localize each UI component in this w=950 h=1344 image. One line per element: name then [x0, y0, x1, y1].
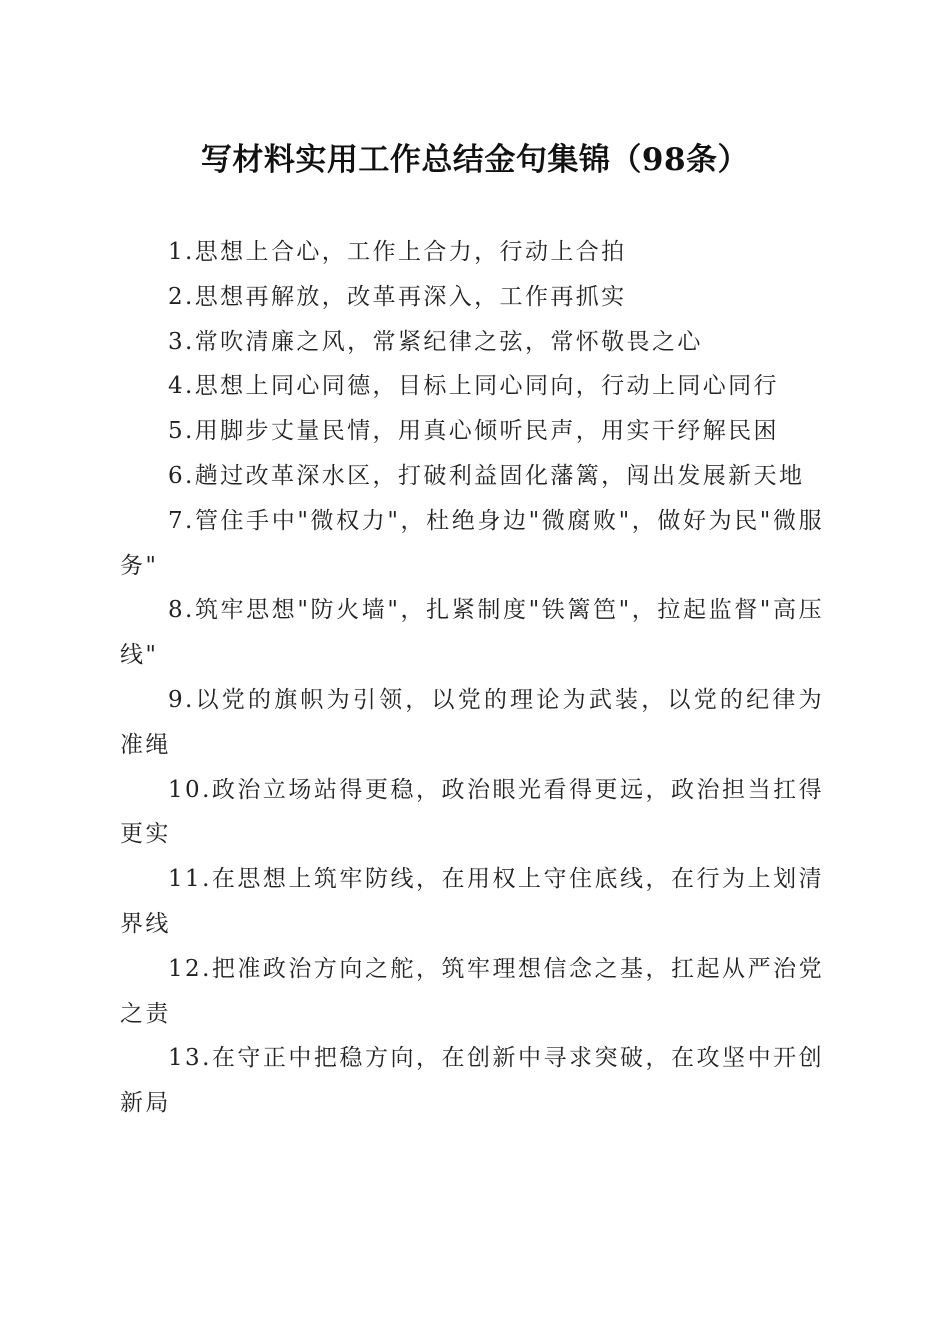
list-item: 11.在思想上筑牢防线，在用权上守住底线，在行为上划清界线	[120, 866, 824, 937]
list-item: 6.趟过改革深水区，打破利益固化藩篱，闯出发展新天地	[168, 462, 805, 489]
list-item: 2.思想再解放，改革再深入，工作再抓实	[168, 283, 627, 310]
list-item: 8.筑牢思想"防火墙"，扎紧制度"铁篱笆"，拉起监督"高压线"	[120, 597, 824, 669]
list-item: 1.思想上合心，工作上合力，行动上合拍	[168, 239, 627, 265]
list-item: 13.在守正中把稳方向，在创新中寻求突破，在攻坚中开创新局	[120, 1045, 824, 1117]
list-item: 9.以党的旗帜为引领，以党的理论为武装，以党的纪律为准绳	[120, 686, 824, 758]
list-item: 4.思想上同心同德，目标上同心同向，行动上同心同行	[168, 373, 779, 400]
list-item: 10.政治立场站得更稳，政治眼光看得更远，政治担当扛得更实	[120, 776, 824, 848]
list-item: 5.用脚步丈量民情，用真心倾听民声，用实干纾解民困	[168, 418, 779, 445]
list-item: 12.把准政治方向之舵，筑牢理想信念之基，扛起从严治党之责	[120, 955, 824, 1027]
document-body	[120, 230, 824, 1126]
list-item: 3.常吹清廉之风，常紧纪律之弦，常怀敬畏之心	[168, 328, 703, 355]
list-item: 7.管住手中"微权力"，杜绝身边"微腐败"，做好为民"微服务"	[120, 507, 824, 579]
document-title: 写材料实用工作总结金句集锦（98条）	[200, 142, 750, 178]
